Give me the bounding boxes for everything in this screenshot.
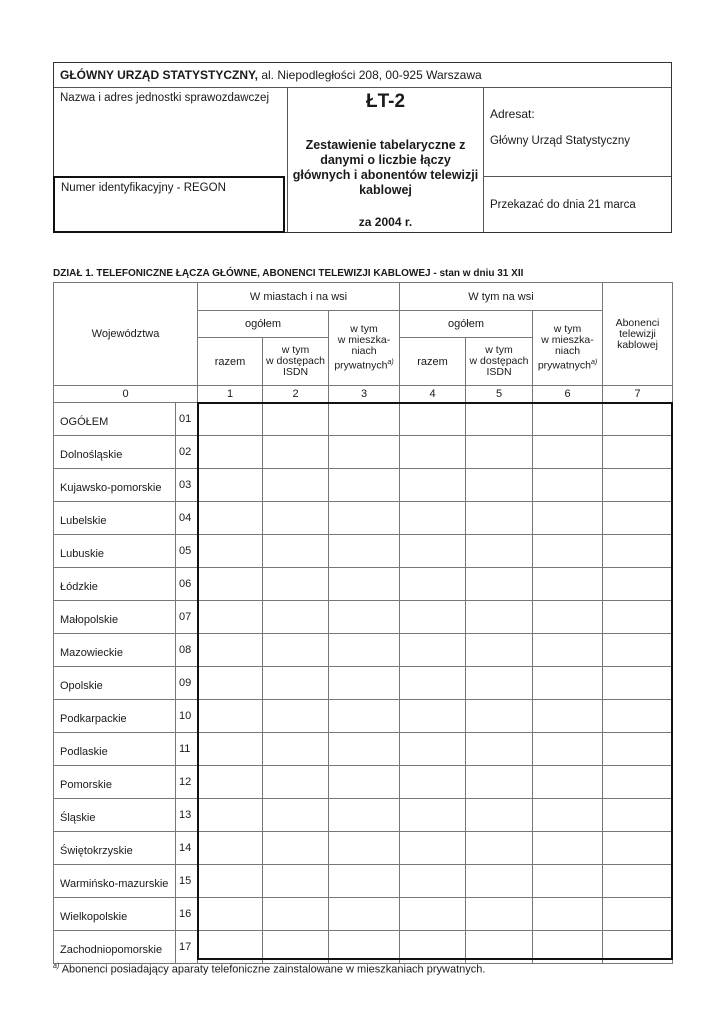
data-cell[interactable] [400, 733, 466, 766]
reporting-unit-box[interactable] [54, 87, 288, 232]
data-cell[interactable] [198, 832, 263, 865]
data-cell[interactable] [400, 898, 466, 931]
data-cell[interactable] [466, 733, 533, 766]
footnote-mark: a) [53, 963, 60, 970]
table-row [54, 667, 673, 700]
form-year: za 2004 r. [358, 215, 413, 229]
data-cell[interactable] [198, 667, 263, 700]
data-cell[interactable] [400, 700, 466, 733]
data-cell[interactable] [533, 403, 603, 436]
region-name: Wielkopolskie [54, 898, 176, 931]
region-name: Dolnośląskie [54, 436, 176, 469]
data-cell[interactable] [603, 733, 673, 766]
data-cell[interactable] [400, 469, 466, 502]
data-cell[interactable] [533, 700, 603, 733]
data-cell[interactable] [603, 535, 673, 568]
homes-line2: w mieszka- [337, 334, 391, 347]
data-cell[interactable] [466, 799, 533, 832]
data-cell[interactable] [466, 865, 533, 898]
cable-line3: kablowej [617, 338, 658, 351]
col-header-homes-rural [533, 311, 603, 386]
form-code: ŁT-2 [365, 91, 406, 112]
row-number: 11 [176, 733, 198, 766]
data-cell[interactable] [603, 931, 673, 964]
isdn-line3: ISDN [282, 366, 309, 378]
row-number: 09 [176, 667, 198, 700]
data-cell[interactable] [603, 898, 673, 931]
addressee-box [484, 87, 671, 232]
data-cell[interactable] [263, 667, 329, 700]
data-cell[interactable] [329, 601, 400, 634]
data-cell[interactable] [198, 766, 263, 799]
data-cell[interactable] [533, 568, 603, 601]
data-cell[interactable] [329, 436, 400, 469]
row-number: 15 [176, 865, 198, 898]
col-header-razem-rural: razem [400, 338, 466, 386]
data-cell[interactable] [603, 700, 673, 733]
table-row [54, 733, 673, 766]
data-cell[interactable] [329, 502, 400, 535]
data-cell[interactable] [263, 700, 329, 733]
table-row [54, 535, 673, 568]
data-cell[interactable] [198, 733, 263, 766]
divider [484, 176, 671, 177]
isdn-line2: w dostępach [469, 355, 529, 367]
data-cell[interactable] [400, 403, 466, 436]
isdn-line1: w tym [485, 344, 513, 356]
row-number: 16 [176, 898, 198, 931]
data-cell[interactable] [603, 799, 673, 832]
row-number: 02 [176, 436, 198, 469]
data-cell[interactable] [329, 535, 400, 568]
section-title: DZIAŁ 1. TELEFONICZNE ŁĄCZA GŁÓWNE, ABONENCI TELEWIZJI KABLOWEJ - stan w dniu 31 XII [53, 268, 524, 279]
col-number: 7 [603, 386, 673, 403]
homes-line1: w tym [350, 323, 378, 336]
data-cell[interactable] [198, 931, 263, 964]
col-number: 3 [329, 386, 400, 403]
footnote-ref: a) [387, 359, 394, 367]
region-name: OGÓŁEM [54, 403, 176, 436]
data-cell[interactable] [400, 799, 466, 832]
data-cell[interactable] [263, 502, 329, 535]
addressee-name: Główny Urząd Statystyczny [490, 135, 630, 147]
row-number: 13 [176, 799, 198, 832]
col-number: 5 [466, 386, 533, 403]
data-cell[interactable] [603, 832, 673, 865]
data-cell[interactable] [533, 733, 603, 766]
col-group-rural: W tym na wsi [400, 283, 603, 311]
row-number: 05 [176, 535, 198, 568]
data-cell[interactable] [400, 568, 466, 601]
data-cell[interactable] [329, 931, 400, 964]
homes-line4: prywatnych$^{a)}$ [537, 359, 598, 372]
data-cell[interactable] [400, 766, 466, 799]
col-header-isdn-rural [466, 338, 533, 386]
row-number: 04 [176, 502, 198, 535]
col-group-all: W miastach i na wsi [198, 283, 400, 311]
homes-line4: prywatnych$^{a)}$ [334, 359, 394, 372]
data-cell[interactable] [603, 436, 673, 469]
homes-line3: niach [351, 345, 377, 358]
row-number: 06 [176, 568, 198, 601]
region-name: Kujawsko-pomorskie [54, 469, 176, 502]
col-header-cable [603, 283, 673, 386]
data-cell[interactable] [400, 667, 466, 700]
data-cell[interactable] [533, 898, 603, 931]
region-name: Warmińsko-mazurskie [54, 865, 176, 898]
footnote-ref: a) [590, 359, 598, 367]
data-cell[interactable] [603, 469, 673, 502]
data-cell[interactable] [198, 568, 263, 601]
data-cell[interactable] [466, 667, 533, 700]
row-number: 10 [176, 700, 198, 733]
data-cell[interactable] [263, 436, 329, 469]
col-header-total-all: ogółem [198, 311, 329, 338]
col-header-region: Województwa [54, 283, 198, 386]
data-cell[interactable] [533, 634, 603, 667]
data-cell[interactable] [198, 535, 263, 568]
isdn-line2: w dostępach [266, 355, 325, 367]
data-cell[interactable] [533, 799, 603, 832]
data-cell[interactable] [263, 898, 329, 931]
region-name: Mazowieckie [54, 634, 176, 667]
data-cell[interactable] [263, 931, 329, 964]
data-cell[interactable] [603, 403, 673, 436]
footnote [53, 963, 485, 976]
data-cell[interactable] [466, 766, 533, 799]
table-row [54, 436, 673, 469]
data-cell[interactable] [400, 634, 466, 667]
table-row [54, 403, 673, 436]
data-cell[interactable] [329, 766, 400, 799]
data-cell[interactable] [603, 634, 673, 667]
office-name: GŁÓWNY URZĄD STATYSTYCZNY, [60, 68, 258, 82]
data-cell[interactable] [533, 535, 603, 568]
column-number-row [54, 386, 673, 403]
row-number: 12 [176, 766, 198, 799]
footnote-text: Abonenci posiadający aparaty telefoniczne zainstalowane w mieszkaniach prywatnych. [61, 963, 486, 976]
data-cell[interactable] [263, 799, 329, 832]
data-cell[interactable] [400, 535, 466, 568]
data-cell[interactable] [198, 403, 263, 436]
data-cell[interactable] [198, 634, 263, 667]
region-name: Świętokrzyskie [54, 832, 176, 865]
data-cell[interactable] [329, 799, 400, 832]
data-cell[interactable] [603, 865, 673, 898]
data-cell[interactable] [329, 568, 400, 601]
col-number: 2 [263, 386, 329, 403]
data-cell[interactable] [329, 865, 400, 898]
data-cell[interactable] [400, 931, 466, 964]
office-address: al. Niepodległości 208, 00-925 Warszawa [258, 68, 482, 82]
region-name: Lubelskie [54, 502, 176, 535]
data-table [53, 282, 673, 964]
data-cell[interactable] [263, 865, 329, 898]
region-name: Podlaskie [54, 733, 176, 766]
data-cell[interactable] [198, 601, 263, 634]
col-number: 6 [533, 386, 603, 403]
data-cell[interactable] [466, 634, 533, 667]
form-title-box [288, 87, 484, 232]
data-cell[interactable] [263, 832, 329, 865]
form-header [53, 62, 672, 233]
region-name: Pomorskie [54, 766, 176, 799]
office-line [54, 63, 671, 88]
data-cell[interactable] [466, 469, 533, 502]
data-cell[interactable] [603, 568, 673, 601]
col-number: 1 [198, 386, 263, 403]
col-header-razem-all: razem [198, 338, 263, 386]
regon-field[interactable] [53, 176, 285, 233]
table-row [54, 931, 673, 964]
data-cell[interactable] [263, 403, 329, 436]
data-cell[interactable] [400, 832, 466, 865]
table-row [54, 865, 673, 898]
data-cell[interactable] [533, 865, 603, 898]
region-name: Łódzkie [54, 568, 176, 601]
region-name: Opolskie [54, 667, 176, 700]
region-name: Śląskie [54, 799, 176, 832]
table-row [54, 799, 673, 832]
table-row [54, 502, 673, 535]
data-cell[interactable] [329, 700, 400, 733]
data-cell[interactable] [198, 436, 263, 469]
table-row [54, 469, 673, 502]
data-cell[interactable] [263, 568, 329, 601]
data-cell[interactable] [198, 469, 263, 502]
data-cell[interactable] [263, 469, 329, 502]
data-cell[interactable] [466, 931, 533, 964]
data-cell[interactable] [400, 436, 466, 469]
data-cell[interactable] [329, 634, 400, 667]
data-cell[interactable] [466, 502, 533, 535]
data-cell[interactable] [466, 601, 533, 634]
data-cell[interactable] [329, 469, 400, 502]
col-number: 0 [54, 386, 198, 403]
col-header-isdn-all [263, 338, 329, 386]
data-cell[interactable] [533, 502, 603, 535]
data-cell[interactable] [400, 502, 466, 535]
table-row [54, 601, 673, 634]
homes-line2: w mieszka- [541, 334, 594, 347]
form-description: Zestawienie tabelaryczne z danymi o liczbie łączy głównych i abonentów telewizji kablowej [292, 138, 479, 197]
data-cell[interactable] [263, 634, 329, 667]
deadline: Przekazać do dnia 21 marca [490, 199, 636, 211]
cable-line1: Abonenci [615, 316, 660, 329]
table-row [54, 832, 673, 865]
isdn-line1: w tym [281, 344, 310, 356]
data-cell[interactable] [533, 667, 603, 700]
region-name: Zachodniopomorskie [54, 931, 176, 964]
data-cell[interactable] [198, 502, 263, 535]
data-cell[interactable] [533, 436, 603, 469]
data-cell[interactable] [603, 601, 673, 634]
region-name: Lubuskie [54, 535, 176, 568]
data-cell[interactable] [198, 799, 263, 832]
table-row [54, 634, 673, 667]
data-cell[interactable] [603, 766, 673, 799]
data-cell[interactable] [533, 832, 603, 865]
cable-line2: telewizji [619, 327, 656, 340]
data-cell[interactable] [533, 931, 603, 964]
data-cell[interactable] [466, 700, 533, 733]
homes-line3: niach [554, 345, 581, 358]
row-number: 14 [176, 832, 198, 865]
data-cell[interactable] [466, 436, 533, 469]
unit-label: Nazwa i adres jednostki sprawozdawczej [60, 92, 270, 104]
data-cell[interactable] [466, 568, 533, 601]
data-cell[interactable] [263, 535, 329, 568]
homes-line1: w tym [553, 323, 582, 336]
row-number: 07 [176, 601, 198, 634]
row-number: 17 [176, 931, 198, 964]
data-cell[interactable] [603, 667, 673, 700]
row-number: 03 [176, 469, 198, 502]
data-cell[interactable] [466, 535, 533, 568]
table-row [54, 568, 673, 601]
table-row [54, 766, 673, 799]
col-header-total-rural: ogółem [400, 311, 533, 338]
region-name: Podkarpackie [54, 700, 176, 733]
data-cell[interactable] [533, 601, 603, 634]
data-cell[interactable] [533, 766, 603, 799]
data-cell[interactable] [400, 865, 466, 898]
row-number: 08 [176, 634, 198, 667]
region-name: Małopolskie [54, 601, 176, 634]
regon-label: Numer identyfikacyjny - REGON [61, 182, 226, 194]
data-cell[interactable] [263, 601, 329, 634]
col-header-homes-all [329, 311, 400, 386]
data-cell[interactable] [466, 898, 533, 931]
data-cell[interactable] [603, 502, 673, 535]
data-cell[interactable] [329, 403, 400, 436]
row-number: 01 [176, 403, 198, 436]
data-cell[interactable] [466, 832, 533, 865]
col-number: 4 [400, 386, 466, 403]
data-cell[interactable] [400, 601, 466, 634]
isdn-line3: ISDN [486, 366, 512, 378]
data-cell[interactable] [329, 733, 400, 766]
data-cell[interactable] [329, 667, 400, 700]
data-cell[interactable] [329, 898, 400, 931]
data-cell[interactable] [263, 766, 329, 799]
data-cell[interactable] [329, 832, 400, 865]
data-cell[interactable] [198, 700, 263, 733]
data-cell[interactable] [198, 898, 263, 931]
addressee-label: Adresat: [490, 107, 535, 121]
data-cell[interactable] [198, 865, 263, 898]
data-cell[interactable] [263, 733, 329, 766]
table-row [54, 700, 673, 733]
data-cell[interactable] [533, 469, 603, 502]
table-row [54, 898, 673, 931]
data-cell[interactable] [466, 403, 533, 436]
